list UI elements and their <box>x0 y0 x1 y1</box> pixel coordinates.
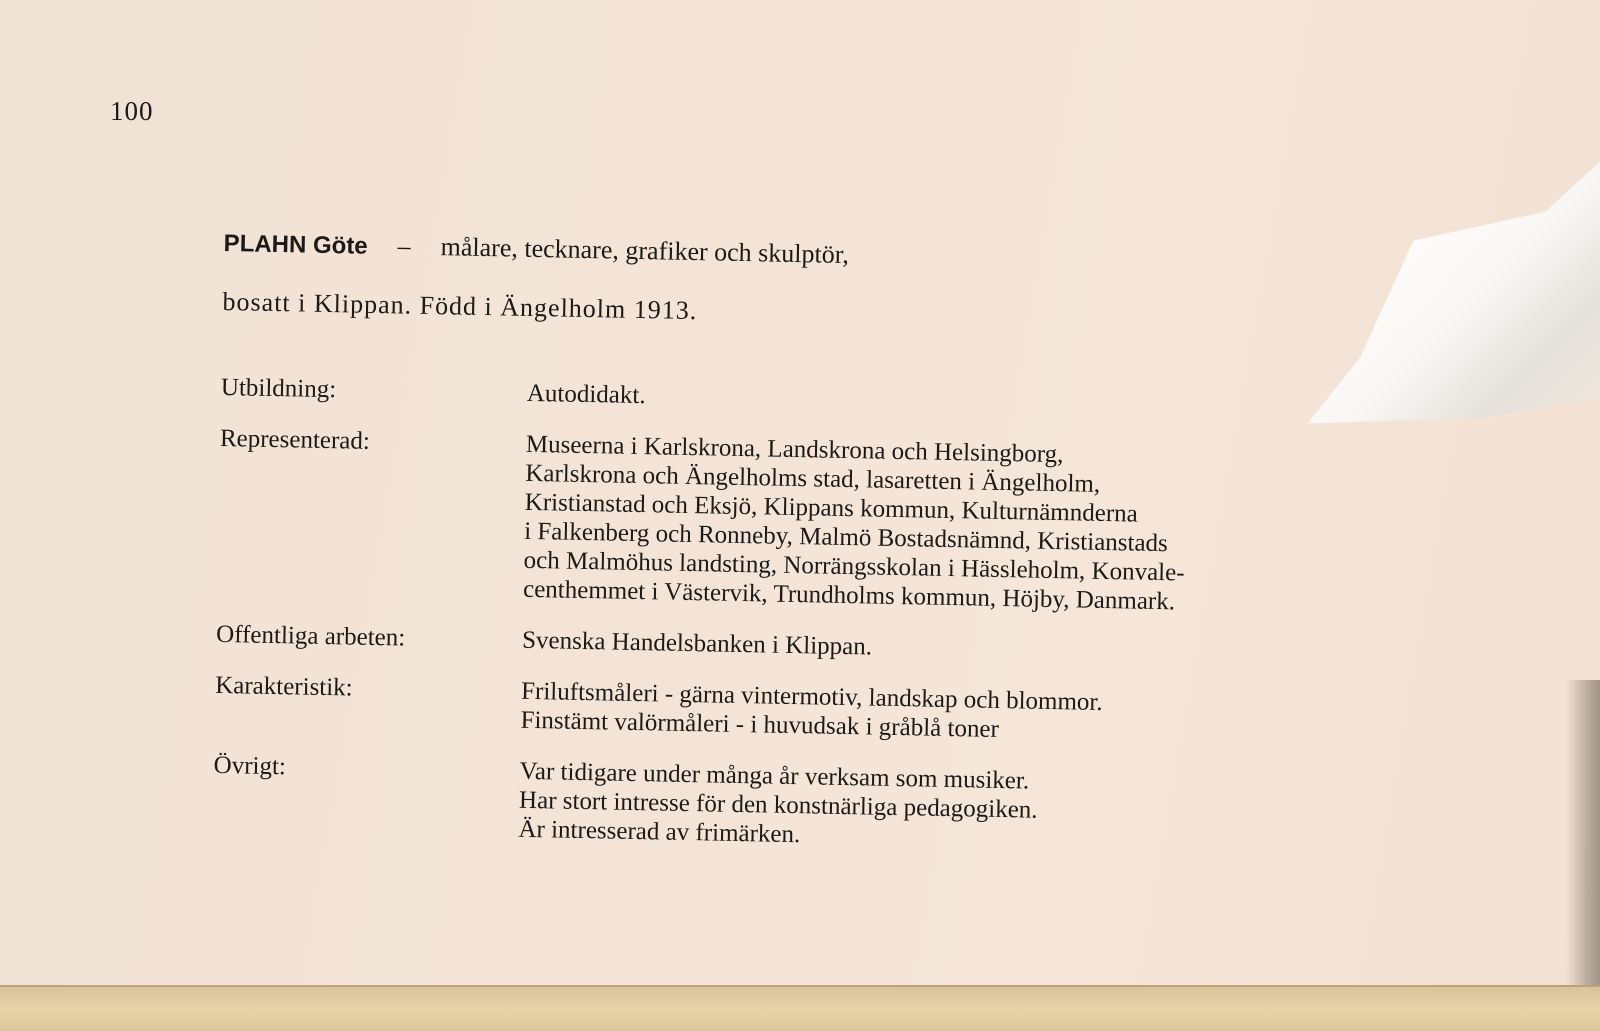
field-label: Representerad: <box>219 424 371 455</box>
field-label: Utbildning: <box>220 373 337 404</box>
value-line: Karlskrona och Ängelholms stad, lasaretten i Ängelholm, <box>525 459 1101 498</box>
value-line: Friluftsmåleri - gärna vintermotiv, landskap och blommor. <box>520 677 1103 716</box>
field-row-utbildning <box>221 373 1451 426</box>
field-label: Karakteristik: <box>214 671 353 702</box>
field-value <box>527 379 646 410</box>
field-value <box>523 430 1187 617</box>
bottom-paper-edge <box>0 985 1600 1031</box>
field-value <box>522 626 872 662</box>
artist-name: PLAHN Göte <box>223 229 368 260</box>
field-label: Offentliga arbeten: <box>215 620 406 652</box>
artist-residence: bosatt i Klippan. Född i Ängelholm 1913. <box>222 286 698 326</box>
field-row-offentliga-arbeten <box>216 620 1446 673</box>
field-row-karakteristik <box>214 671 1445 753</box>
value-line: Kristianstad och Eksjö, Klippans kommun, Kulturnämnderna <box>524 488 1139 528</box>
value-line: Var tidigare under många år verksam som musiker. <box>519 757 1030 795</box>
field-label: Övrigt: <box>213 751 287 781</box>
value-line: Svenska Handelsbanken i Klippan. <box>521 626 873 661</box>
biography-entry <box>212 228 1453 862</box>
value-line: Är intresserad av frimärken. <box>518 815 801 849</box>
field-row-ovrigt <box>212 751 1443 862</box>
page-number: 100 <box>110 96 154 126</box>
value-line: i Falkenberg och Ronneby, Malmö Bostadsnämnd, Kristianstads <box>523 517 1169 558</box>
entry-heading <box>223 228 1453 283</box>
value-line: Museerna i Karlskrona, Landskrona och Helsingborg, <box>525 430 1064 469</box>
field-value <box>520 677 1103 746</box>
value-line: och Malmöhus landsting, Norrängsskolan i Hässleholm, Konvale- <box>523 546 1185 587</box>
heading-dash: – <box>397 231 411 261</box>
value-line: centhemmet i Västervik, Trundholms kommun, Höjby, Danmark. <box>522 575 1176 616</box>
value-line: Har stort intresse för den konstnärliga pedagogiken. <box>518 786 1038 824</box>
artist-occupation: målare, tecknare, grafiker och skulptör, <box>440 232 850 269</box>
value-line: Autodidakt. <box>526 379 646 410</box>
field-value <box>518 757 1038 854</box>
page-edge-shadow <box>1566 680 1600 1031</box>
value-line: Finstämt valörmåleri - i huvudsak i gråblå toner <box>520 706 1000 743</box>
field-row-representerad <box>217 424 1450 622</box>
